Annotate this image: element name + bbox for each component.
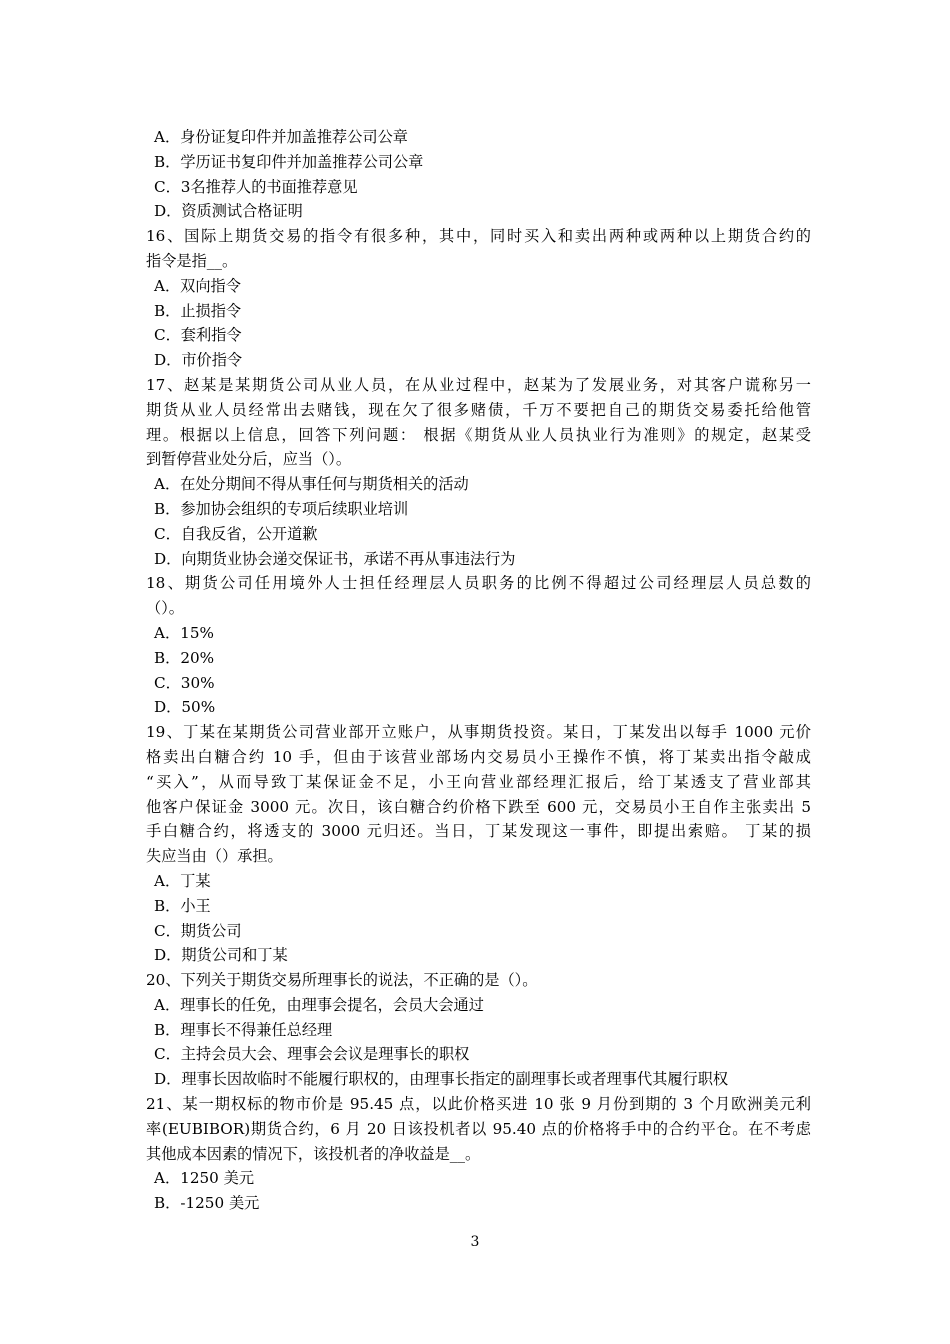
question [146, 571, 811, 621]
answer-options [146, 1166, 811, 1216]
answer-option: D．市价指令 [154, 351, 243, 370]
answer-option: B．学历证书复印件并加盖推荐公司公章 [154, 152, 424, 171]
question [146, 720, 811, 869]
document-body [146, 125, 811, 1216]
answer-options [146, 621, 811, 720]
answer-options [146, 869, 811, 968]
answer-option: C．套利指令 [154, 326, 242, 345]
question-text-line: 到暂停营业处分后，应当（）。 [146, 450, 352, 469]
question [146, 968, 811, 993]
question-text-line: 失应当由（）承担。 [146, 847, 283, 866]
answer-option: B．20% [154, 648, 215, 667]
answer-options [146, 274, 811, 373]
question-text-line: 20、下列关于期货交易所理事长的说法，不正确的是（）。 [146, 971, 538, 990]
answer-option: C．主持会员大会、理事会会议是理事长的职权 [154, 1045, 470, 1064]
answer-option: C．3名推荐人的书面推荐意见 [154, 177, 358, 196]
answer-option: D．理事长因故临时不能履行职权的，由理事长指定的副理事长或者理事代其履行职权 [154, 1070, 729, 1089]
answer-options [146, 472, 811, 571]
question-text-line: 21、某一期权标的物市价是 95.45 点，以此价格买进 10 张 9 月份到期的 3 个月欧洲美元利 [146, 1095, 811, 1114]
question [146, 1092, 811, 1166]
answer-option: C．30% [154, 673, 215, 692]
answer-option: A．在处分期间不得从事任何与期货相关的活动 [154, 475, 469, 494]
answer-option: A．身份证复印件并加盖推荐公司公章 [154, 128, 408, 146]
answer-option: B．-1250 美元 [154, 1194, 260, 1213]
question [146, 373, 811, 472]
answer-option: D．期货公司和丁某 [154, 946, 288, 965]
answer-option: B．理事长不得兼任总经理 [154, 1020, 333, 1039]
question-text-line: 率(EUBIBOR)期货合约，6 月 20 日该投机者以 95.40 点的价格将手中的合约平仓。在不考虑 [146, 1119, 811, 1138]
answer-option: B．小王 [154, 896, 211, 915]
answer-option: B．止损指令 [154, 301, 242, 320]
answer-option: A．双向指令 [154, 276, 241, 295]
question-text-line: 16、国际上期货交易的指令有很多种，其中，同时买入和卖出两种或两种以上期货合约的 [146, 227, 811, 246]
answer-option: A．理事长的任免，由理事会提名，会员大会通过 [154, 995, 484, 1014]
question-text-line: 17、赵某是某期货公司从业人员，在从业过程中，赵某为了发展业务，对其客户谎称另一 [146, 375, 811, 394]
answer-options [146, 125, 811, 224]
question-text-line: 期货从业人员经常出去赌钱，现在欠了很多赌债，千万不要把自己的期货交易委托给他管 [146, 400, 811, 419]
answer-option: A．丁某 [154, 871, 211, 890]
question-text-line: 指令是指__。 [146, 251, 238, 270]
answer-options [146, 993, 811, 1092]
page-number: 3 [470, 1234, 480, 1250]
question-text-line: 18、期货公司任用境外人士担任经理层人员职务的比例不得超过公司经理层人员总数的 [146, 574, 811, 593]
question [146, 224, 811, 274]
question-text-line: “买入”，从而导致丁某保证金不足，小王向营业部经理汇报后，给丁某透支了营业部其 [146, 772, 811, 791]
answer-option: A．15% [154, 623, 214, 642]
question-text-line: 手白糖合约，将透支的 3000 元归还。当日，丁某发现这一事件，即提出索赔。 丁某的损 [146, 822, 811, 841]
answer-option: D．向期货业协会递交保证书，承诺不再从事违法行为 [154, 549, 516, 568]
question-text-line: 理。根据以上信息，回答下列问题： 根据《期货从业人员执业行为准则》的规定，赵某受 [146, 425, 811, 444]
answer-option: C．期货公司 [154, 921, 242, 940]
answer-option: B．参加协会组织的专项后续职业培训 [154, 499, 409, 518]
question-text-line: 19、丁某在某期货公司营业部开立账户，从事期货投资。某日，丁某发出以每手 1000 元价 [146, 723, 811, 742]
question-text-line: 其他成本因素的情况下，该投机者的净收益是__。 [146, 1144, 481, 1163]
answer-option: A．1250 美元 [154, 1169, 255, 1188]
answer-option: D．50% [154, 698, 216, 717]
question-text-line: 他客户保证金 3000 元。次日，该白糖合约价格下跌至 600 元，交易员小王自作主张卖出 5 [146, 797, 811, 816]
answer-option: D．资质测试合格证明 [154, 202, 303, 221]
question-text-line: （）。 [146, 599, 184, 618]
question-text-line: 格卖出白糖合约 10 手，但由于该营业部场内交易员小王操作不慎，将丁某卖出指令敲成 [146, 747, 811, 766]
answer-option: C．自我反省，公开道歉 [154, 524, 318, 543]
